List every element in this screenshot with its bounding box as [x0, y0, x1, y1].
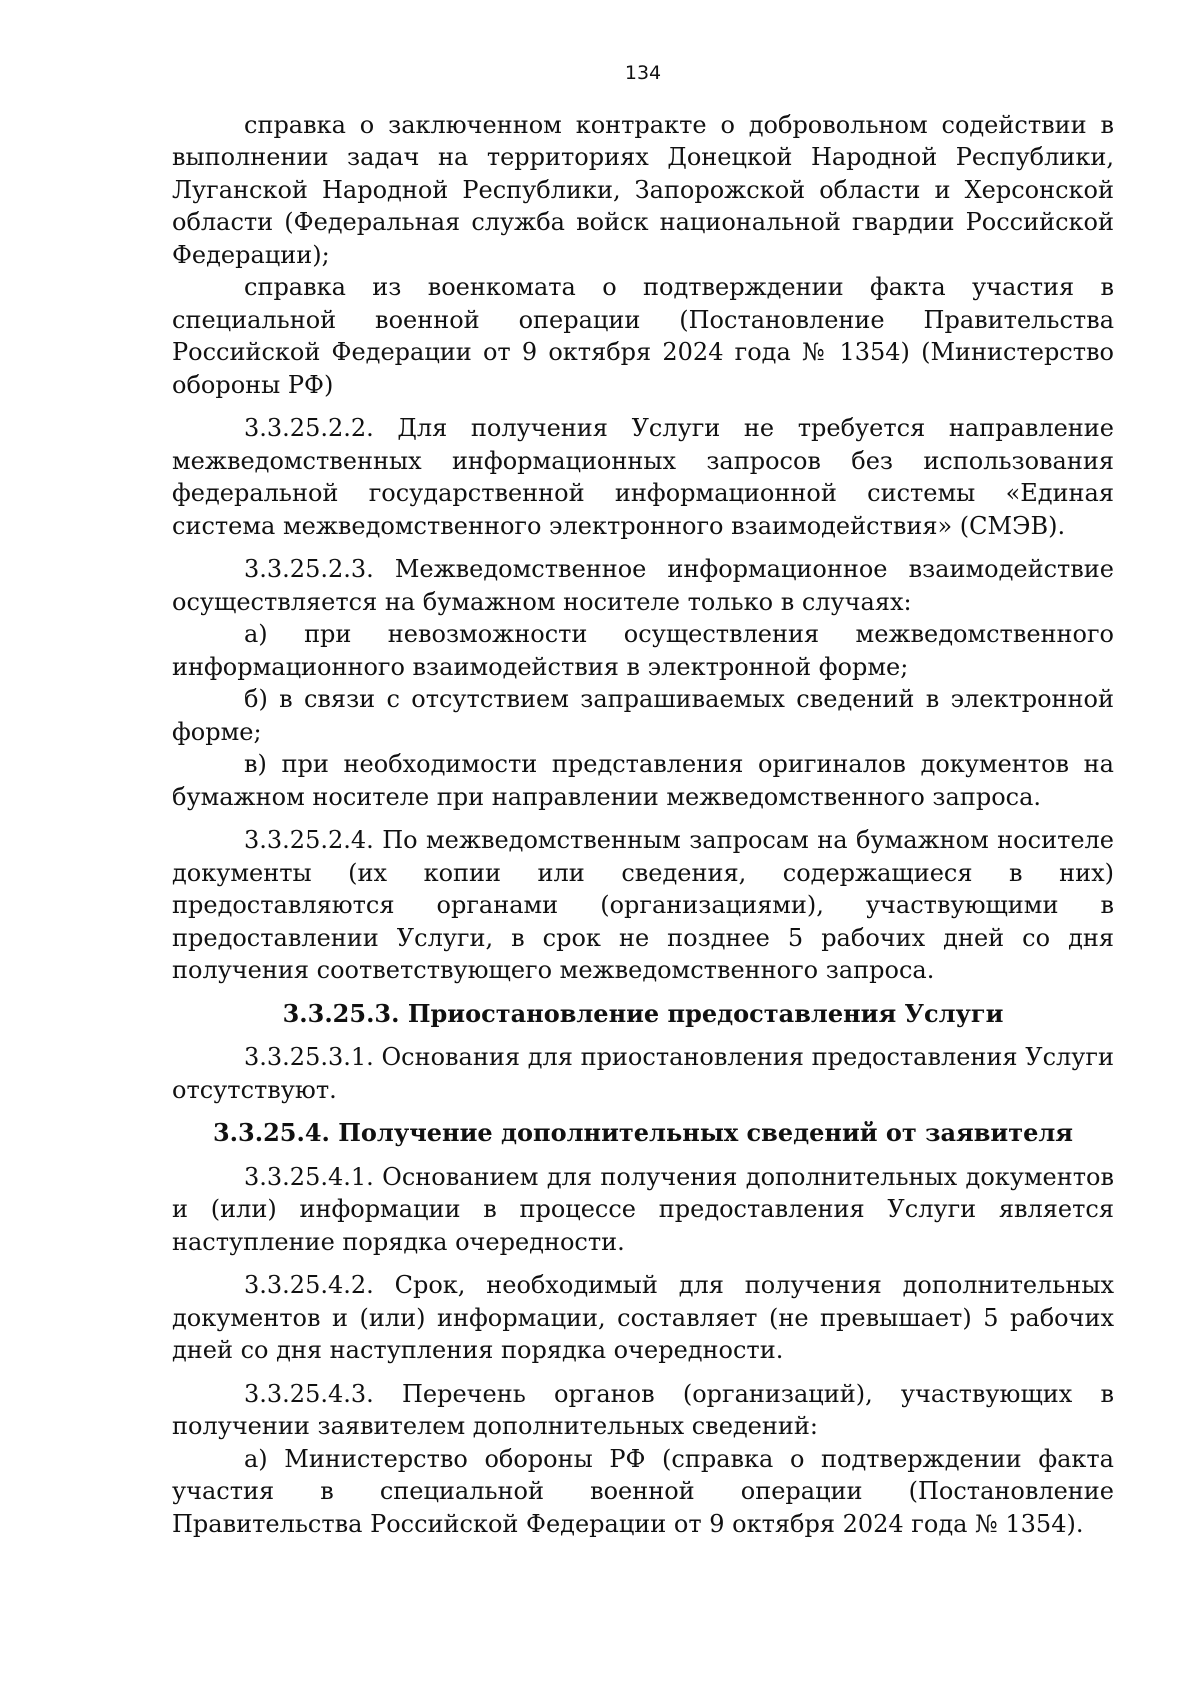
- paragraph-3-3-25-4-2: 3.3.25.4.2. Срок, необходимый для получения дополнительных документов и (или) информации, составляет (не превышает) 5 рабочих дней со дня наступления порядка очередности.: [172, 1271, 1114, 1365]
- list-item-ministry-of-defence: а) Министерство обороны РФ (справка о подтверждении факта участия в специальной военной операции (Постановление Правительства Российской Федерации от 9 октября 2024 года № 1354).: [172, 1444, 1114, 1538]
- paragraph-3-3-25-2-4: 3.3.25.2.4. По межведомственным запросам на бумажном носителе документы (их копии или сведения, содержащиеся в них) предоставляются органами (организациями), участвующими в предоставлении Услуги, в срок не позднее 5 рабочих дней со дня получения соответствующего межведомственного запроса.: [172, 826, 1114, 985]
- paragraph-military-certificate: справка из военкомата о подтверждении факта участия в специальной военной операции (Постановление Правительства Российской Федерации от 9 октября 2024 года № 1354) (Министерство обороны РФ): [172, 273, 1114, 399]
- section-heading-suspension: 3.3.25.3. Приостановление предоставления Услуги: [282, 998, 1004, 1028]
- list-item-a: а) при невозможности осуществления межведомственного информационного взаимодействия в электронной форме;: [172, 620, 1114, 681]
- paragraph-3-3-25-2-3: 3.3.25.2.3. Межведомственное информационное взаимодействие осуществляется на бумажном носителе только в случаях:: [172, 555, 1114, 616]
- paragraph-3-3-25-3-1: 3.3.25.3.1. Основания для приостановления предоставления Услуги отсутствуют.: [172, 1043, 1114, 1104]
- list-item-v: в) при необходимости представления оригиналов документов на бумажном носителе при направлении межведомственного запроса.: [172, 750, 1114, 811]
- document-page: [172, 62, 1114, 1540]
- section-heading-additional-info: 3.3.25.4. Получение дополнительных сведений от заявителя: [212, 1118, 1073, 1148]
- paragraph-rosgvardia-certificate: справка о заключенном контракте о добровольном содействии в выполнении задач на территориях Донецкой Народной Республики, Луганской Народной Республики, Запорожской области и Херсонской области (Федеральная служба войск национальной гвардии Российской Федерации);: [172, 110, 1114, 269]
- paragraph-3-3-25-4-1: 3.3.25.4.1. Основанием для получения дополнительных документов и (или) информации в процессе предоставления Услуги является наступление порядка очередности.: [172, 1162, 1114, 1256]
- paragraph-3-3-25-2-2: 3.3.25.2.2. Для получения Услуги не требуется направление межведомственных информационных запросов без использования федеральной государственной информационной системы «Единая система межведомственного электронного взаимодействия» (СМЭВ).: [172, 414, 1114, 540]
- paragraph-3-3-25-4-3: 3.3.25.4.3. Перечень органов (организаций), участвующих в получении заявителем дополнительных сведений:: [172, 1379, 1114, 1441]
- page-number: 134: [624, 62, 662, 84]
- list-item-b: б) в связи с отсутствием запрашиваемых сведений в электронной форме;: [172, 685, 1114, 746]
